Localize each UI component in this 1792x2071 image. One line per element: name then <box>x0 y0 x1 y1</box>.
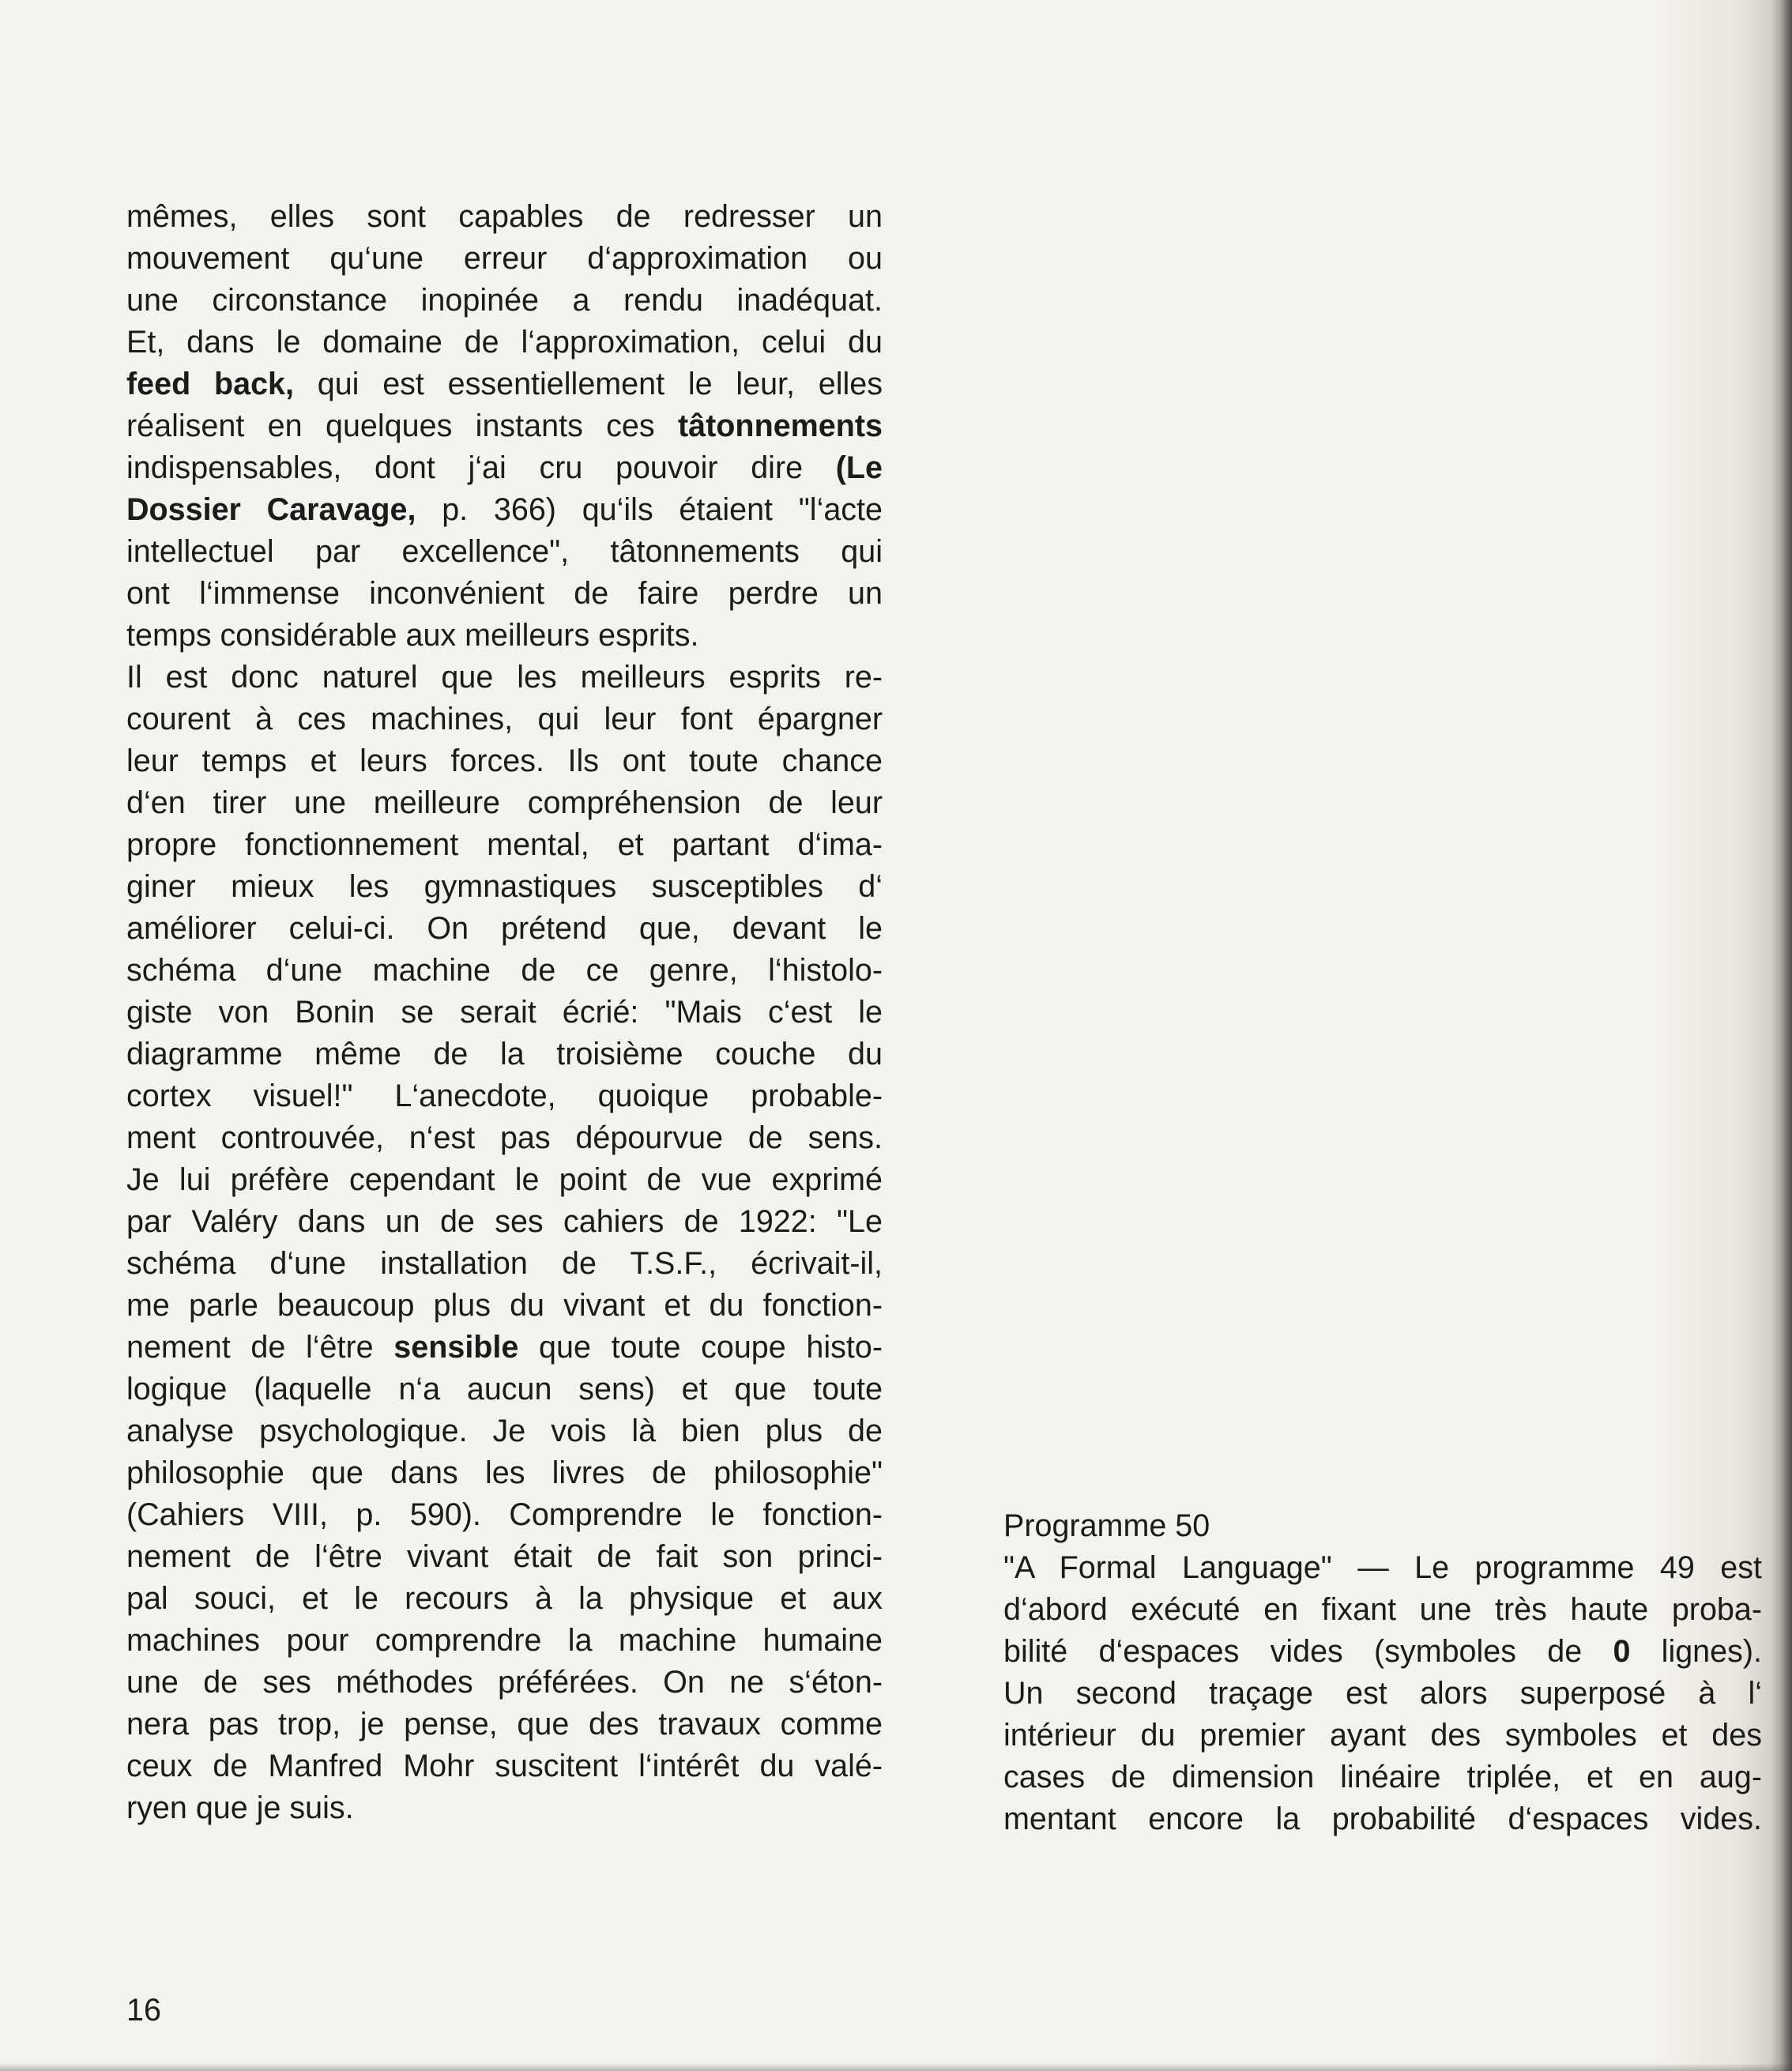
text-line <box>126 1662 883 1704</box>
text-run: (Cahiers VIII, p. 590). Comprendre le fonction- <box>126 1497 883 1532</box>
text-run: améliorer celui-ci. On prétend que, devant le <box>126 911 883 946</box>
main-text-column <box>126 196 883 1829</box>
text-line <box>126 1034 883 1075</box>
bold-text: feed back, <box>126 367 294 401</box>
text-run: Programme 50 <box>1003 1508 1210 1543</box>
text-run: machines pour comprendre la machine humaine <box>126 1623 883 1658</box>
text-run: leur temps et leurs forces. Ils ont toute chance <box>126 744 883 778</box>
bold-text: 0 <box>1613 1634 1631 1669</box>
text-line <box>126 1704 883 1745</box>
text-line <box>126 531 883 573</box>
text-run: mouvement qu‘une erreur d‘approximation ou <box>126 241 883 276</box>
text-run: ceux de Manfred Mohr suscitent l‘intérêt du valé- <box>126 1749 883 1783</box>
text-line <box>126 1369 883 1410</box>
text-run: nera pas trop, je pense, que des travaux comme <box>126 1707 883 1742</box>
text-line <box>126 1745 883 1787</box>
bold-text: Dossier Caravage, <box>126 492 416 527</box>
text-run: indispensables, dont j‘ai cru pouvoir dire <box>126 450 836 485</box>
page-number: 16 <box>126 1993 161 2028</box>
text-line <box>1003 1757 1762 1798</box>
text-line <box>126 280 883 322</box>
text-line <box>1003 1798 1762 1840</box>
text-run: d‘abord exécuté en fixant une très haute proba- <box>1003 1592 1762 1627</box>
text-line <box>126 405 883 447</box>
text-run: par Valéry dans un de ses cahiers de 1922: "Le <box>126 1204 883 1239</box>
text-line <box>126 238 883 280</box>
text-run: que toute coupe histo- <box>518 1330 883 1365</box>
text-line <box>126 782 883 824</box>
text-run: cortex visuel!" L‘anecdote, quoique probable- <box>126 1079 883 1113</box>
bold-text: tâtonnements <box>678 409 883 443</box>
text-line <box>126 573 883 615</box>
text-line <box>126 1243 883 1285</box>
text-run: propre fonctionnement mental, et partant d‘ima- <box>126 827 883 862</box>
bold-text: (Le <box>835 450 883 485</box>
text-run: Il est donc naturel que les meilleurs esprits re- <box>126 660 883 695</box>
text-line <box>126 740 883 782</box>
text-run: bilité d‘espaces vides (symboles de <box>1003 1634 1613 1669</box>
text-run: giste von Bonin se serait écrié: "Mais c‘est le <box>126 995 883 1030</box>
text-line <box>126 1787 883 1829</box>
text-line <box>126 1117 883 1159</box>
text-run: logique (laquelle n‘a aucun sens) et que toute <box>126 1372 883 1406</box>
text-run: Et, dans le domaine de l‘approximation, celui du <box>126 325 883 360</box>
text-line <box>126 1494 883 1536</box>
text-run: temps considérable aux meilleurs esprits. <box>126 618 699 653</box>
text-run: Un second traçage est alors superposé à l‘ <box>1003 1676 1762 1711</box>
text-line <box>126 824 883 866</box>
text-line <box>126 196 883 238</box>
text-run: ment controuvée, n‘est pas dépourvue de sens. <box>126 1120 883 1155</box>
text-run: diagramme même de la troisième couche du <box>126 1037 883 1071</box>
text-run: philosophie que dans les livres de philosophie" <box>126 1455 883 1490</box>
text-run: intellectuel par excellence", tâtonnements qui <box>126 534 883 569</box>
text-run: p. 366) qu‘ils étaient "l‘acte <box>416 492 883 527</box>
text-run: "A Formal Language" — Le programme 49 est <box>1003 1550 1762 1585</box>
text-line <box>1003 1547 1762 1589</box>
text-line <box>1003 1673 1762 1715</box>
text-run: intérieur du premier ayant des symboles et des <box>1003 1718 1762 1753</box>
text-run: une circonstance inopinée a rendu inadéquat. <box>126 283 883 318</box>
text-run: nement de l‘être <box>126 1330 394 1365</box>
text-run: pal souci, et le recours à la physique et aux <box>126 1581 883 1616</box>
text-line <box>126 1075 883 1117</box>
text-line <box>126 698 883 740</box>
text-line <box>1003 1505 1762 1547</box>
text-run: analyse psychologique. Je vois là bien plus de <box>126 1414 883 1448</box>
text-line <box>126 1452 883 1494</box>
text-run: mentant encore la probabilité d‘espaces vides. <box>1003 1802 1762 1836</box>
text-line <box>126 322 883 363</box>
text-line <box>126 950 883 992</box>
text-run: une de ses méthodes préférées. On ne s‘éton- <box>126 1665 883 1700</box>
text-run: cases de dimension linéaire triplée, et en aug- <box>1003 1760 1762 1794</box>
page-edge-shadow <box>1770 0 1792 2071</box>
text-line <box>126 657 883 698</box>
text-run: schéma d‘une installation de T.S.F., écrivait-il, <box>126 1246 883 1281</box>
text-run: d‘en tirer une meilleure compréhension de leur <box>126 785 883 820</box>
text-line <box>126 363 883 405</box>
text-line <box>126 1410 883 1452</box>
text-line <box>126 615 883 657</box>
text-line <box>126 1578 883 1620</box>
text-line <box>126 908 883 950</box>
text-line <box>126 866 883 908</box>
text-line <box>126 1201 883 1243</box>
text-line <box>126 1327 883 1369</box>
text-line <box>126 1159 883 1201</box>
text-line <box>126 992 883 1034</box>
text-line <box>126 489 883 531</box>
text-run: ryen que je suis. <box>126 1790 354 1825</box>
text-line <box>1003 1589 1762 1631</box>
page-bottom-edge <box>0 2063 1792 2071</box>
text-run: schéma d‘une machine de ce genre, l‘histolo- <box>126 953 883 988</box>
text-run: courent à ces machines, qui leur font épargner <box>126 702 883 736</box>
text-run: me parle beaucoup plus du vivant et du fonction- <box>126 1288 883 1323</box>
text-run: nement de l‘être vivant était de fait son princi- <box>126 1539 883 1574</box>
text-run: Je lui préfère cependant le point de vue exprimé <box>126 1162 883 1197</box>
text-line <box>1003 1715 1762 1757</box>
text-run: lignes). <box>1630 1634 1762 1669</box>
text-run: giner mieux les gymnastiques susceptibles d‘ <box>126 869 883 904</box>
text-run: réalisent en quelques instants ces <box>126 409 679 443</box>
program-caption <box>1003 1505 1762 1840</box>
text-line <box>126 1620 883 1662</box>
text-run: mêmes, elles sont capables de redresser un <box>126 199 883 234</box>
text-line <box>126 1285 883 1327</box>
text-run: qui est essentiellement le leur, elles <box>293 367 883 401</box>
text-run: ont l‘immense inconvénient de faire perdre un <box>126 576 883 611</box>
bold-text: sensible <box>393 1330 519 1365</box>
text-line <box>1003 1631 1762 1673</box>
text-line <box>126 447 883 489</box>
text-line <box>126 1536 883 1578</box>
